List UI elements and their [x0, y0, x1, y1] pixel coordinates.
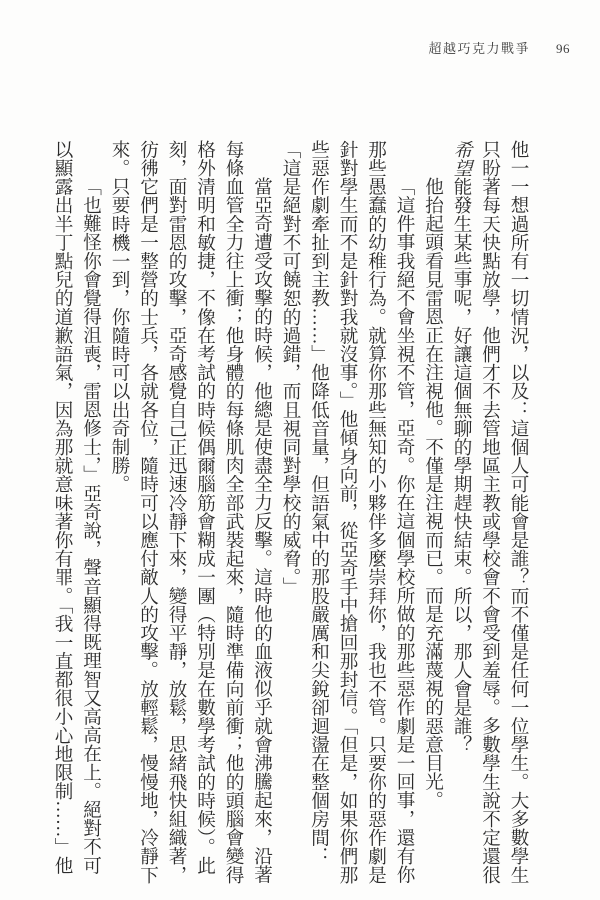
body-text: [44, 140, 532, 884]
text-segment: 「也難怪你會覺得沮喪，雷恩修士，」亞奇說，聲音顯得既理智又高高在上。絕對不可以顯露出半丁點兒的道歉語氣，因為那就意味著你有罪。「我一直都很小心地限制……」他: [52, 140, 102, 875]
paragraph: [447, 140, 533, 884]
paragraph: [105, 140, 276, 884]
paragraph: [276, 140, 419, 884]
text-segment: 能發生某些事呢，好讓這個無聊的學期趕快結束。所以，那人會是誰？: [451, 177, 472, 754]
running-head: [428, 38, 570, 57]
emphasized-word: 希望: [451, 140, 472, 178]
page-number: 96: [556, 41, 570, 56]
text-segment: 「這件事我絕不會坐視不管，亞奇。你在這個學校所做的那些惡作劇是一回事，還有你那些愚蠢的幼稚行為。就算你那些無知的小夥伴多麼崇拜你，我也不管。只要你的惡作劇是針對學生而不是針對我就沒事。」他傾身向前，從亞奇手中搶回那封信。「但是，如果你們那些惡作劇牽扯到主教……」他降低音量，但語氣中的那股嚴厲和尖銳卻迴盪在整個房間：「這是絕對不可饒恕的過錯，而且視同對學校的威脅。」: [280, 140, 415, 884]
paragraph: [48, 140, 105, 884]
paragraph: [418, 140, 447, 884]
book-title: 超越巧克力戰爭: [428, 41, 530, 56]
text-segment: 他抬起頭看見雷恩正在注視他。不僅是注視而已。而是充滿蔑視的惡意目光。: [422, 177, 444, 810]
text-segment: 當亞奇遭受攻擊的時候，他總是使盡全力反擊。這時他的血液似乎就會沸騰起來，沿著每條血管全力往上衝；他身體的每條肌肉全部武裝起來，隨時準備向前衝；他的頭腦會變得格外清明和敏捷，不像在考試的時候偶爾腦筋會糊成一團（特別是在數學考試的時候）。此刻，面對雷恩的攻擊，亞奇感覺自己正迅速冷靜下來，變得平靜，放鬆，思緒飛快組織著，彷彿它們是一整營的士兵，各就各位，隨時可以應付敵人的攻擊。放輕鬆，慢慢地，冷靜下來。只要時機一到，你隨時可以出奇制勝。: [109, 140, 273, 884]
text-segment: 他一一想過所有一切情況，以及：這個人可能會是誰？而不僅是任何一位學生。大多數學生只盼著每天快點放學，他們才不去管地區主教或學校會不會受到羞辱。多數學生說不定還很: [479, 140, 529, 884]
